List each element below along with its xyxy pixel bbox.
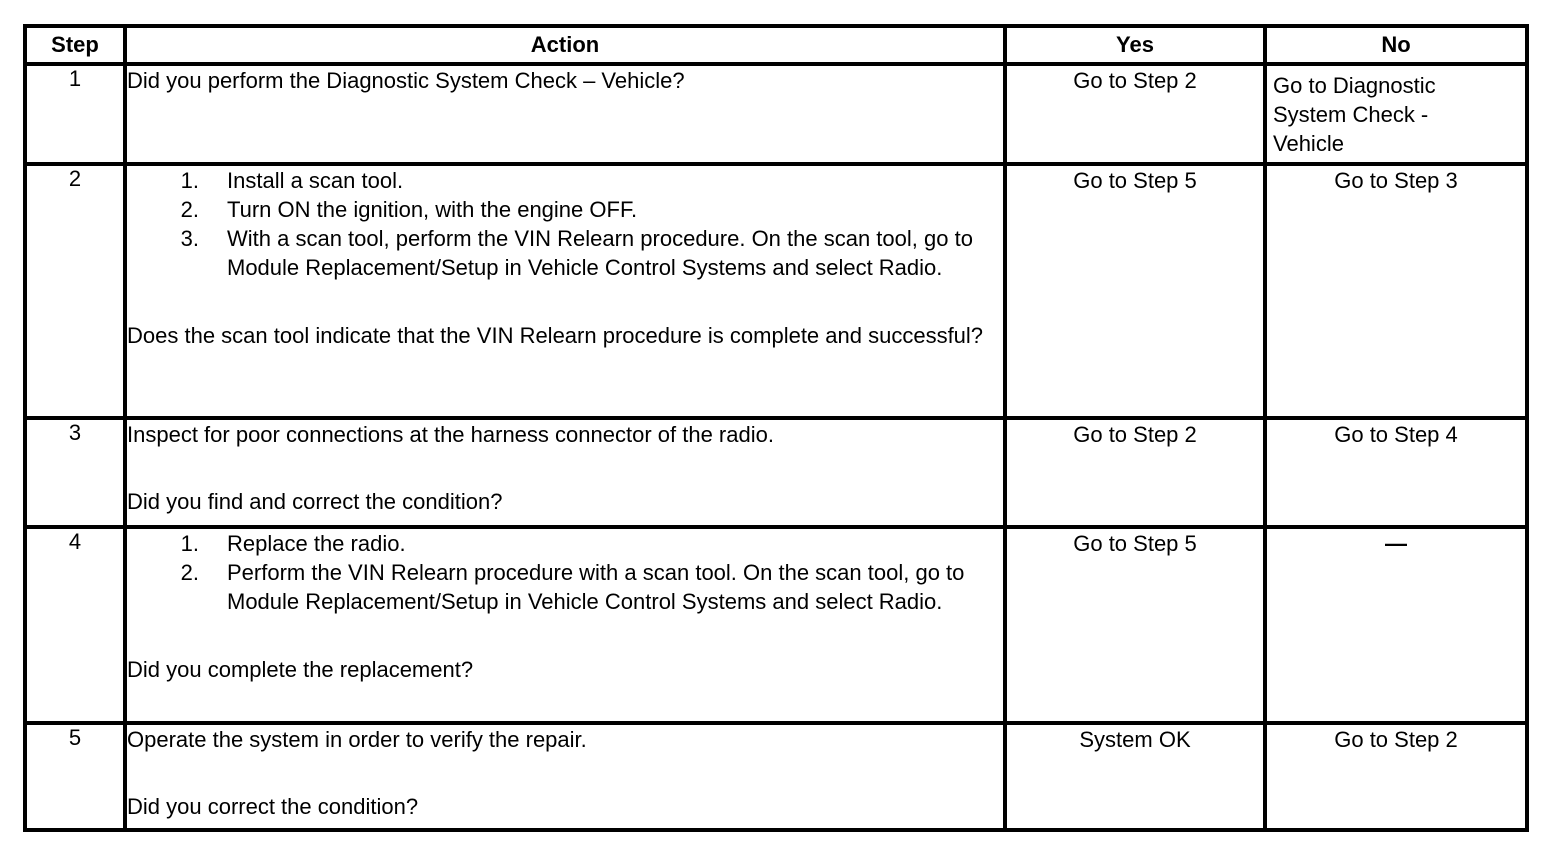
question-text: Did you complete the replacement? <box>127 657 474 682</box>
header-yes: Yes <box>1005 26 1265 64</box>
list-item-number: 2. <box>180 560 199 585</box>
no-cell: Go to Diagnostic System Check - Vehicle <box>1265 64 1527 164</box>
step-number: 2 <box>25 164 125 418</box>
action-text: Inspect for poor connections at the harness connector of the radio. <box>127 422 774 447</box>
list-item-text: Replace the radio. <box>227 531 406 556</box>
list-item-number: 1. <box>180 168 199 193</box>
action-text: Did you perform the Diagnostic System Check – Vehicle? <box>127 68 685 93</box>
list-item-text: Perform the VIN Relearn procedure with a scan tool. On the scan tool, go to Module Replacement/Setup in Vehicle Control Systems and select Radio. <box>227 560 965 614</box>
question-text: Did you find and correct the condition? <box>127 489 503 514</box>
yes-cell: Go to Step 5 <box>1005 527 1265 723</box>
step-number: 3 <box>25 418 125 527</box>
question-text: Did you correct the condition? <box>127 794 419 819</box>
list-item <box>127 224 1003 282</box>
step-number: 4 <box>25 527 125 723</box>
header-step: Step <box>25 26 125 64</box>
list-item <box>127 166 1003 195</box>
action-cell <box>125 164 1005 418</box>
list-item <box>127 558 1003 616</box>
table-row-step-3 <box>25 418 1527 527</box>
header-no: No <box>1265 26 1527 64</box>
step-number: 1 <box>25 64 125 164</box>
no-cell: Go to Step 2 <box>1265 723 1527 830</box>
list-item-number: 3. <box>180 226 199 251</box>
no-cell: Go to Step 3 <box>1265 164 1527 418</box>
header-row <box>25 26 1527 64</box>
diagnostic-table <box>23 24 1529 832</box>
procedure-list <box>127 529 1003 616</box>
question-text: Does the scan tool indicate that the VIN Relearn procedure is complete and successful? <box>127 323 984 348</box>
list-item-text: Install a scan tool. <box>227 168 404 193</box>
header-action: Action <box>125 26 1005 64</box>
action-cell <box>125 418 1005 527</box>
yes-cell: Go to Step 2 <box>1005 64 1265 164</box>
step-number: 5 <box>25 723 125 830</box>
action-cell <box>125 723 1005 830</box>
yes-cell: Go to Step 2 <box>1005 418 1265 527</box>
list-item <box>127 195 1003 224</box>
no-cell: — <box>1265 527 1527 723</box>
no-cell: Go to Step 4 <box>1265 418 1527 527</box>
list-item-text: Turn ON the ignition, with the engine OFF. <box>227 197 638 222</box>
list-item-number: 2. <box>180 197 199 222</box>
list-item <box>127 529 1003 558</box>
yes-cell: System OK <box>1005 723 1265 830</box>
table-row-step-2 <box>25 164 1527 418</box>
list-item-text: With a scan tool, perform the VIN Relearn procedure. On the scan tool, go to Module Replacement/Setup in Vehicle Control Systems and select Radio. <box>227 226 973 280</box>
action-text: Operate the system in order to verify the repair. <box>127 727 587 752</box>
table-row-step-1 <box>25 64 1527 164</box>
table-row-step-4 <box>25 527 1527 723</box>
procedure-list <box>127 166 1003 282</box>
yes-cell: Go to Step 5 <box>1005 164 1265 418</box>
list-item-number: 1. <box>180 531 199 556</box>
action-cell <box>125 64 1005 164</box>
action-cell <box>125 527 1005 723</box>
table-row-step-5 <box>25 723 1527 830</box>
